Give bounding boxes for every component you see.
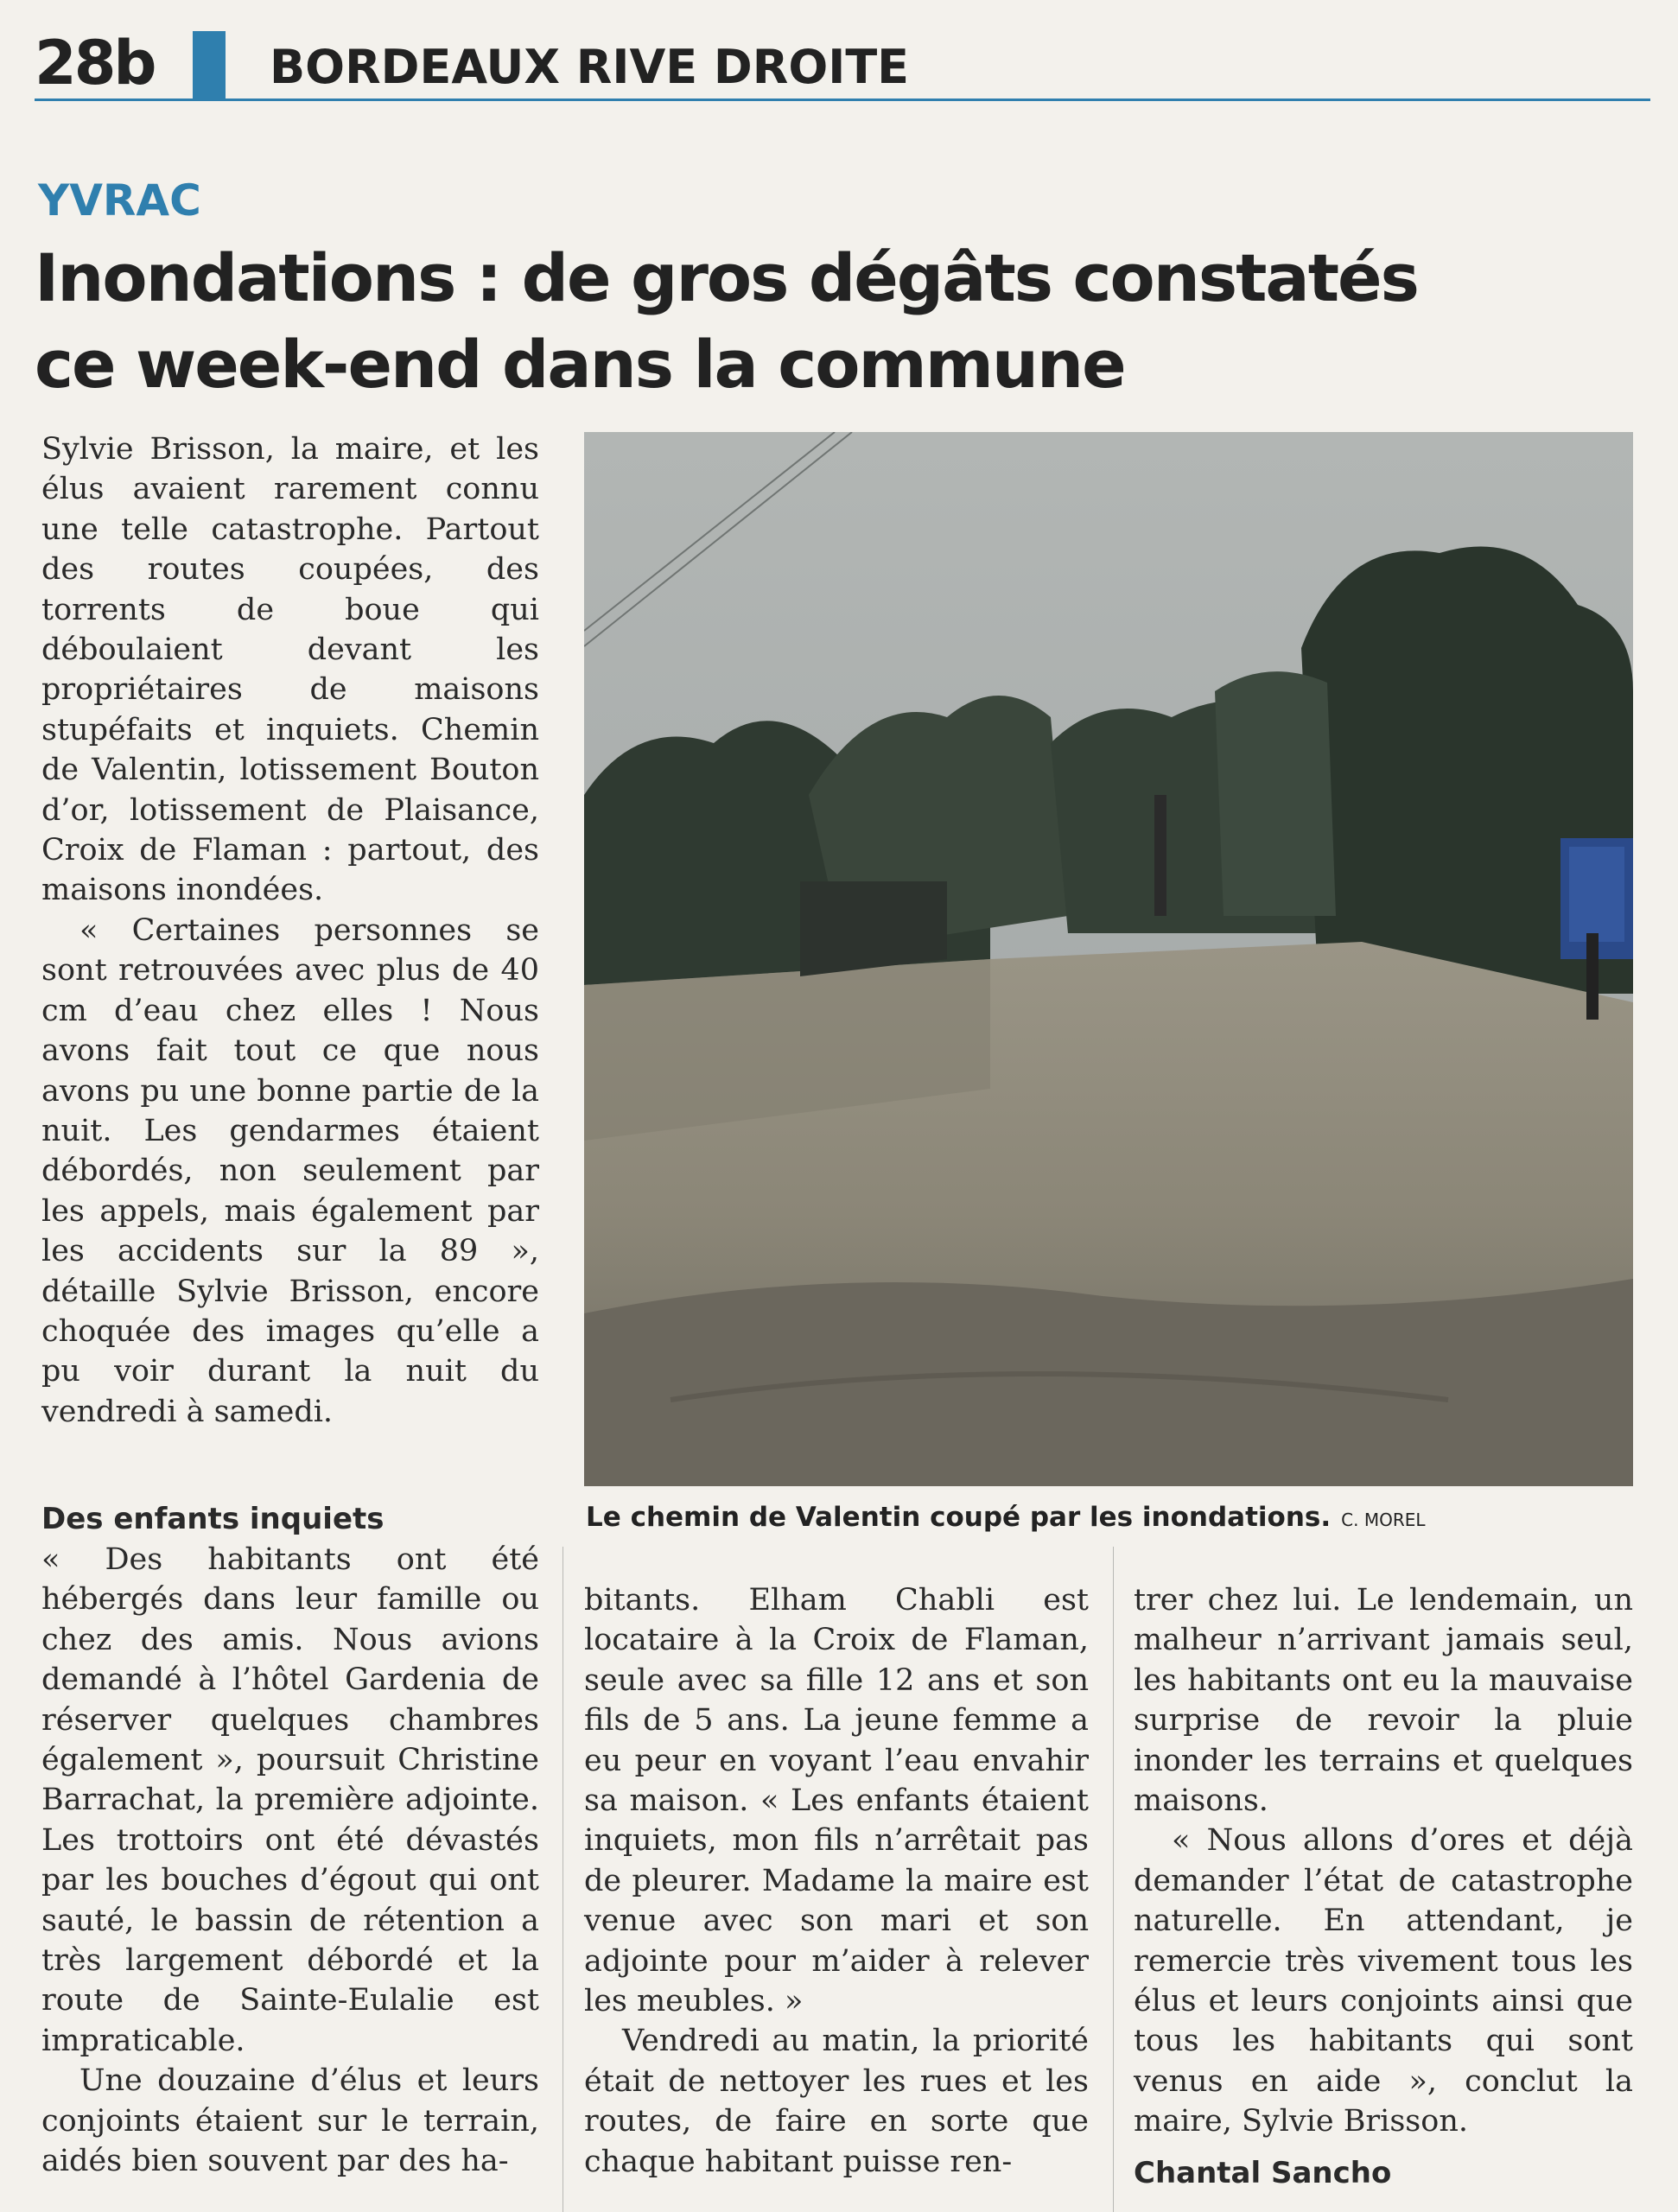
caption-text: Le chemin de Valentin coupé par les inondations. [586,1502,1332,1533]
article-kicker: YVRAC [38,175,201,226]
page-number: 28b [35,28,155,99]
column-3 [1134,1580,1633,2142]
paragraph: « Des habitants ont été hébergés dans leur famille ou chez des amis. Nous avions demandé à l’hôtel Gardenia de réserver quelques chambres également », poursuit Christine Barrachat, la première adjointe. Les trottoirs ont été dévastés par les bouches d’égout qui ont sauté, le bassin de rétention a très largement débordé et la route de Sainte-Eulalie est impraticable. [41,1542,539,2058]
column-rule [1113,1547,1114,2212]
section-title: BORDEAUX RIVE DROITE [270,40,910,94]
paragraph: « Certaines personnes se sont retrouvées avec plus de 40 cm d’eau chez elles ! Nous avons fait tout ce que nous avons pu une bonne partie de la nuit. Les gendarmes étaient débordés, non seulement par les appels, mais également par les accidents sur la 89 », détaille Sylvie Brisson, encore choquée des images qu’elle a pu voir durant la nuit du vendredi à samedi. [41,912,539,1429]
subhead: Des enfants inquiets [41,1502,385,1536]
paragraph: Une douzaine d’élus et leurs conjoints étaient sur le terrain, aidés bien souvent par des ha- [41,2063,539,2179]
column-1-top [41,429,539,1432]
article-headline [35,235,1659,408]
column-2 [584,1580,1089,2182]
section-color-block [193,31,226,99]
author-signature: Chantal Sancho [1134,2156,1392,2190]
flood-road-image [584,432,1633,1486]
paragraph: Vendredi au matin, la priorité était de nettoyer les rues et les routes, de faire en sorte que chaque habitant puisse ren- [584,2024,1089,2179]
paragraph: « Nous allons d’ores et déjà demander l’état de catastrophe naturelle. En attendant, je remercie très vivement tous les élus et leurs conjoints ainsi que tous les habitants qui sont venus en aide », conclut la maire, Sylvie Brisson. [1134,1823,1633,2139]
photo-credit: C. MOREL [1341,1510,1426,1530]
paragraph: Sylvie Brisson, la maire, et les élus avaient rarement connu une telle catastrophe. Partout des routes coupées, des torrents de boue qui déboulaient devant les propriétaires de maisons stupéfaits et inquiets. Chemin de Valentin, lotissement Bouton d’or, lotissement de Plaisance, Croix de Flaman : partout, des maisons inondées. [41,432,539,908]
photo-caption [586,1502,1640,1533]
paragraph: bitants. Elham Chabli est locataire à la Croix de Flaman, seule avec sa fille 12 ans et son fils de 5 ans. La jeune femme a eu peur en voyant l’eau envahir sa maison. « Les enfants étaient inquiets, mon fils n’arrêtait pas de pleurer. Madame la maire est venue avec son mari et son adjointe pour m’aider à relever les meubles. » [584,1583,1089,2019]
paragraph: trer chez lui. Le lendemain, un malheur n’arrivant jamais seul, les habitants ont eu la mauvaise surprise de revoir la pluie inonder les terrains et quelques maisons. [1134,1583,1633,1819]
page-header [35,24,1650,101]
headline-line-1: Inondations : de gros dégâts constatés [35,239,1418,316]
column-1-bottom [41,1540,539,2182]
headline-line-2: ce week-end dans la commune [35,326,1125,403]
flood-photo [584,432,1633,1486]
